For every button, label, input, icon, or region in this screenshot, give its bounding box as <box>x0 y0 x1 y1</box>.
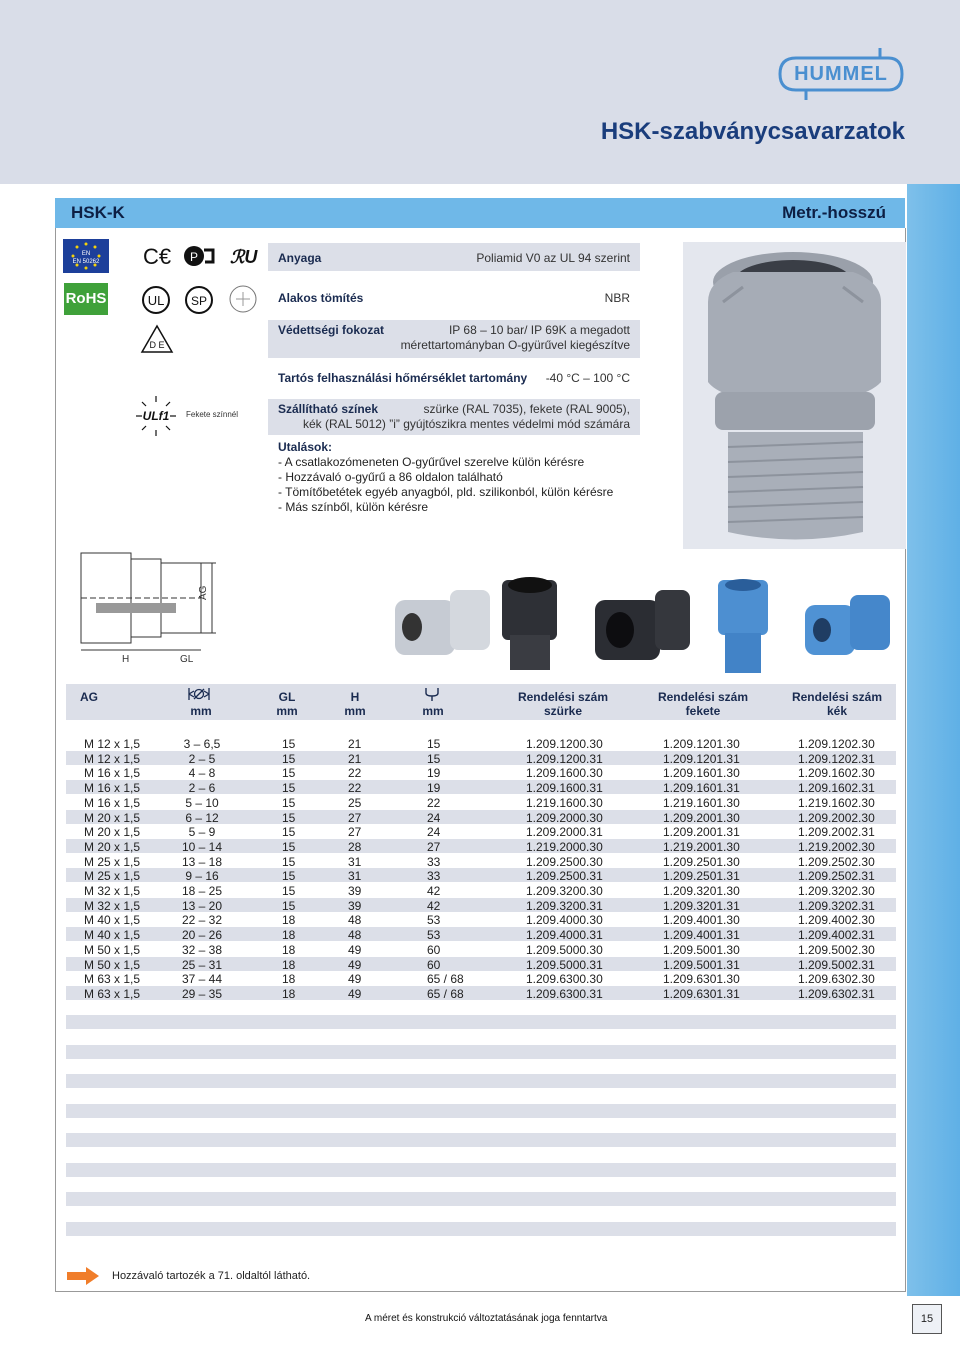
rohs-badge: RoHS <box>64 283 108 315</box>
table-cell: 13 – 18 <box>181 854 223 869</box>
table-cell: 39 <box>348 898 362 913</box>
table-cell: 9 – 16 <box>185 869 219 884</box>
table-cell: 53 <box>427 928 441 943</box>
table-row <box>0 811 960 826</box>
table-cell: 18 <box>282 972 296 987</box>
empty-row <box>66 1104 896 1118</box>
table-cell: 1.209.5002.30 <box>798 942 875 957</box>
table-cell: 25 <box>348 795 362 810</box>
table-cell: 1.219.2001.30 <box>663 839 740 854</box>
table-row <box>0 766 960 781</box>
col-gl: GL <box>278 690 296 704</box>
empty-row <box>66 1222 896 1236</box>
table-cell: 1.209.3201.30 <box>663 884 740 898</box>
empty-row <box>66 1045 896 1059</box>
table-cell: 1.209.6302.30 <box>798 972 875 987</box>
table-cell: 1.209.4002.31 <box>798 928 875 943</box>
table-cell: M 40 x 1,5 <box>84 928 141 943</box>
table-cell: M 40 x 1,5 <box>84 913 141 928</box>
table-cell: 2 – 5 <box>188 751 216 766</box>
table-cell: 1.209.2501.31 <box>663 869 740 884</box>
col-h-unit: mm <box>344 704 366 718</box>
table-cell: 1.219.2002.30 <box>798 839 875 854</box>
spec-colors <box>268 399 640 435</box>
product-photo <box>683 242 906 549</box>
table-cell: 1.219.1601.30 <box>663 795 740 810</box>
empty-row <box>66 1163 896 1177</box>
table-cell: 1.209.2501.30 <box>663 854 740 869</box>
table-cell: 65 / 68 <box>427 972 464 987</box>
table-cell: 1.209.1200.31 <box>526 751 603 766</box>
table-cell: 1.209.1201.31 <box>663 751 740 766</box>
ce-mark-icon <box>143 244 171 268</box>
ul-recognized-icon <box>228 244 262 268</box>
hummel-logo <box>776 44 906 104</box>
table-cell: 10 – 14 <box>181 839 223 854</box>
table-row <box>0 884 960 899</box>
table-cell: M 63 x 1,5 <box>84 972 141 987</box>
label-gl: GL <box>180 654 194 665</box>
cable-diameter-icon <box>186 686 212 702</box>
table-cell: 15 <box>282 751 296 766</box>
arrow-right-icon <box>66 1266 100 1286</box>
table-cell: 1.209.2002.30 <box>798 810 875 825</box>
table-cell: 1.209.2002.31 <box>798 825 875 840</box>
footer-rights: A méret és konstrukció változtatásának joga fenntartva <box>365 1313 608 1324</box>
table-cell: 1.209.3202.30 <box>798 884 875 898</box>
table-cell: 4 – 8 <box>188 766 216 781</box>
table-cell: 1.209.6302.31 <box>798 986 875 1001</box>
table-cell: 21 <box>348 751 362 766</box>
table-cell: 1.209.1601.30 <box>663 766 740 781</box>
empty-row <box>66 1133 896 1147</box>
table-cell: 24 <box>427 810 441 825</box>
table-cell: 1.209.3200.30 <box>526 884 603 898</box>
svg-text:ULf1: ULf1 <box>142 409 170 423</box>
spec-value: Poliamid V0 az UL 94 szerint <box>476 251 630 265</box>
table-cell: 49 <box>348 972 362 987</box>
table-cell: 5 – 10 <box>185 795 219 810</box>
table-cell: 28 <box>348 839 362 854</box>
gland-black-long <box>502 577 557 670</box>
svg-text:EN: EN <box>81 251 91 257</box>
col-order-blue-sub: kék <box>826 704 848 718</box>
table-cell: M 20 x 1,5 <box>84 810 141 825</box>
table-cell: 19 <box>427 766 441 781</box>
table-cell: 31 <box>348 869 362 884</box>
table-cell: 21 <box>348 737 362 751</box>
table-cell: 15 <box>282 781 296 796</box>
spec-value: NBR <box>604 291 630 305</box>
product-name: HSK-K <box>71 203 125 222</box>
table-cell: 18 <box>282 928 296 943</box>
table-cell: 15 <box>282 854 296 869</box>
svg-text:SP: SP <box>190 294 208 308</box>
table-cell: 6 – 12 <box>185 810 219 825</box>
table-cell: 48 <box>348 928 362 943</box>
table-cell: M 12 x 1,5 <box>84 751 141 766</box>
table-cell: 1.209.1600.30 <box>526 766 603 781</box>
table-row <box>0 987 960 1002</box>
table-cell: M 16 x 1,5 <box>84 781 141 796</box>
table-cell: 5 – 9 <box>188 825 216 840</box>
csa-icon <box>184 285 214 315</box>
table-row <box>0 958 960 973</box>
gl-approval-icon <box>228 284 258 314</box>
table-row <box>0 796 960 811</box>
table-cell: 1.209.5000.31 <box>526 957 603 972</box>
table-cell: 1.209.2001.30 <box>663 810 740 825</box>
table-cell: 32 – 38 <box>181 942 223 957</box>
table-cell: 1.219.1600.30 <box>526 795 603 810</box>
col-order-grey-sub: szürke <box>543 704 583 718</box>
table-cell: M 25 x 1,5 <box>84 869 141 884</box>
table-cell: 1.209.4001.31 <box>663 928 740 943</box>
spec-label: Tartós felhasználási hőmérséklet tartomány <box>278 371 528 385</box>
table-cell: 18 – 25 <box>181 884 223 898</box>
col-order-black-sub: fekete <box>685 704 721 718</box>
product-variant: Metr.-hosszú <box>782 203 886 222</box>
col-order-black: Rendelési szám <box>657 690 749 704</box>
table-cell: 1.209.1601.31 <box>663 781 740 796</box>
notes <box>278 440 613 515</box>
svg-text:ℛU: ℛU <box>230 247 258 267</box>
table-cell: 24 <box>427 825 441 840</box>
col-clamp-unit: mm <box>190 704 212 718</box>
table-cell: 1.209.2500.31 <box>526 869 603 884</box>
table-cell: 18 <box>282 957 296 972</box>
gland-blue <box>805 595 890 655</box>
gland-grey <box>395 590 490 655</box>
col-gl-unit: mm <box>276 704 298 718</box>
table-cell: 1.209.3200.31 <box>526 898 603 913</box>
table-cell: 1.209.2001.31 <box>663 825 740 840</box>
table-cell: 1.209.6301.31 <box>663 986 740 1001</box>
gost-mark-icon <box>183 244 215 268</box>
table-row <box>0 840 960 855</box>
table-cell: 33 <box>427 854 441 869</box>
table-cell: 1.209.1202.31 <box>798 751 875 766</box>
table-cell: 39 <box>348 884 362 898</box>
table-row <box>0 899 960 914</box>
table-cell: 1.209.2502.30 <box>798 854 875 869</box>
col-ag: AG <box>80 690 98 704</box>
notes-title: Utalások: <box>278 440 333 454</box>
table-cell: 20 – 26 <box>181 928 223 943</box>
gland-blue-long <box>718 579 768 673</box>
table-row <box>0 855 960 870</box>
table-cell: 49 <box>348 957 362 972</box>
spec-value: szürke (RAL 7035), fekete (RAL 9005), <box>423 402 630 416</box>
table-cell: 29 – 35 <box>181 986 223 1001</box>
table-row <box>0 943 960 958</box>
table-cell: 1.209.2502.31 <box>798 869 875 884</box>
table-cell: 18 <box>282 942 296 957</box>
svg-text:D E: D E <box>149 340 165 350</box>
spec-label: Védettségi fokozat <box>278 323 385 337</box>
empty-row <box>66 1192 896 1206</box>
table-cell: 19 <box>427 781 441 796</box>
table-cell: M 63 x 1,5 <box>84 986 141 1001</box>
table-row <box>0 825 960 840</box>
table-cell: 15 <box>427 737 441 751</box>
table-cell: 1.219.2000.30 <box>526 839 603 854</box>
table-cell: 1.209.6300.31 <box>526 986 603 1001</box>
table-cell: M 16 x 1,5 <box>84 795 141 810</box>
table-cell: 18 <box>282 986 296 1001</box>
svg-text:UL: UL <box>147 293 165 308</box>
table-cell: 42 <box>427 898 441 913</box>
table-cell: 37 – 44 <box>181 972 223 987</box>
col-h: H <box>350 690 360 704</box>
table-cell: 2 – 6 <box>188 781 216 796</box>
note-item: - Hozzávaló o-gyűrű a 86 oldalon található <box>278 470 503 484</box>
table-cell: 1.209.1201.30 <box>663 737 740 751</box>
section-header-bar <box>55 198 905 228</box>
table-cell: 1.209.1602.30 <box>798 766 875 781</box>
table-cell: M 12 x 1,5 <box>84 737 141 751</box>
table-cell: 15 <box>282 825 296 840</box>
gland-variants <box>390 575 900 675</box>
spec-material <box>268 243 640 271</box>
page-title: HSK-szabványcsavarzatok <box>600 118 905 145</box>
table-cell: 1.209.4000.31 <box>526 928 603 943</box>
spec-value: IP 68 – 10 bar/ IP 69K a megadott <box>448 323 630 337</box>
table-cell: 27 <box>427 839 441 854</box>
spec-label: Alakos tömítés <box>278 291 364 305</box>
svg-text:C€: C€ <box>143 244 171 268</box>
logo-text: HUMMEL <box>794 63 888 85</box>
spec-value-line2: kék (RAL 5012) ”i” gyújtószikra mentes védelmi mód számára <box>302 417 630 431</box>
table-row <box>0 869 960 884</box>
note-item: - Tömítőbetétek egyéb anyagból, pld. szilikonból, külön kérésre <box>278 485 614 499</box>
table-row <box>0 913 960 928</box>
table-row <box>0 781 960 796</box>
table-cell: 1.209.6301.30 <box>663 972 740 987</box>
table-cell: 1.209.2000.31 <box>526 825 603 840</box>
spec-temperature <box>268 363 640 391</box>
col-order-grey: Rendelési szám <box>517 690 609 704</box>
table-cell: 1.209.5001.31 <box>663 957 740 972</box>
wrench-icon <box>422 686 442 702</box>
table-cell: 1.209.1200.30 <box>526 737 603 751</box>
table-cell: 15 <box>282 810 296 825</box>
table-cell: 22 <box>348 781 362 796</box>
note-item: - Más színből, külön kérésre <box>278 500 429 514</box>
table-cell: 15 <box>427 751 441 766</box>
table-cell: M 50 x 1,5 <box>84 957 141 972</box>
table-cell: M 20 x 1,5 <box>84 839 141 854</box>
table-cell: 1.209.1600.31 <box>526 781 603 796</box>
accessory-note: Hozzávaló tartozék a 71. oldaltól látható. <box>112 1270 311 1282</box>
ul-listed-icon <box>141 285 171 315</box>
technical-drawing <box>76 545 236 670</box>
en-50262-icon <box>63 239 109 273</box>
spec-seal <box>268 283 640 311</box>
table-cell: M 50 x 1,5 <box>84 942 141 957</box>
table-cell: 33 <box>427 869 441 884</box>
spec-label: Anyaga <box>278 251 322 265</box>
table-cell: 27 <box>348 825 362 840</box>
table-cell: 15 <box>282 737 296 751</box>
table-cell: 15 <box>282 884 296 898</box>
table-cell: M 32 x 1,5 <box>84 884 141 898</box>
label-ag: AG <box>198 585 209 600</box>
empty-row <box>66 1074 896 1088</box>
table-cell: 1.209.2000.30 <box>526 810 603 825</box>
table-cell: 65 / 68 <box>427 986 464 1001</box>
table-row <box>0 752 960 767</box>
spec-value-line2: mérettartományban O-gyürűvel kiegészítve <box>400 338 630 352</box>
table-cell: 1.209.3201.31 <box>663 898 740 913</box>
table-cell: 53 <box>427 913 441 928</box>
table-cell: 1.209.5002.31 <box>798 957 875 972</box>
svg-text:P: P <box>189 250 199 264</box>
table-cell: 1.209.4001.30 <box>663 913 740 928</box>
table-cell: 13 – 20 <box>181 898 223 913</box>
spec-protection <box>268 320 640 358</box>
table-cell: 49 <box>348 942 362 957</box>
empty-row <box>66 1015 896 1029</box>
table-cell: 60 <box>427 942 441 957</box>
table-cell: 22 <box>348 766 362 781</box>
cable-gland-illustration <box>683 242 906 549</box>
page-number: 15 <box>912 1304 942 1334</box>
label-h: H <box>122 654 130 665</box>
table-cell: M 16 x 1,5 <box>84 766 141 781</box>
note-item: - A csatlakozómeneten O-gyűrűvel szerelve külön kérésre <box>278 455 585 469</box>
table-cell: 18 <box>282 913 296 928</box>
table-cell: 1.209.1602.31 <box>798 781 875 796</box>
table-cell: 15 <box>282 766 296 781</box>
table-cell: 15 <box>282 839 296 854</box>
table-cell: 22 – 32 <box>181 913 223 928</box>
table-cell: 1.209.5000.30 <box>526 942 603 957</box>
table-cell: 31 <box>348 854 362 869</box>
table-cell: 15 <box>282 869 296 884</box>
table-cell: 42 <box>427 884 441 898</box>
table-cell: 1.209.1202.30 <box>798 737 875 751</box>
table-row <box>0 928 960 943</box>
table-row <box>0 737 960 752</box>
table-cell: 1.209.3202.31 <box>798 898 875 913</box>
vde-icon <box>140 324 174 354</box>
ulf1-note: Fekete színnél <box>186 410 239 419</box>
gland-black <box>595 590 690 660</box>
table-cell: 15 <box>282 795 296 810</box>
spec-value: -40 °C – 100 °C <box>545 371 630 385</box>
table-cell: 15 <box>282 898 296 913</box>
table-cell: 49 <box>348 986 362 1001</box>
table-cell: 25 – 31 <box>181 957 223 972</box>
table-row <box>0 972 960 987</box>
table-cell: 60 <box>427 957 441 972</box>
table-cell: 1.209.4000.30 <box>526 913 603 928</box>
col-wrench-unit: mm <box>422 704 444 718</box>
table-cell: 27 <box>348 810 362 825</box>
table-cell: 1.209.5001.30 <box>663 942 740 957</box>
table-cell: 48 <box>348 913 362 928</box>
ulf1-icon <box>136 396 176 436</box>
table-cell: M 32 x 1,5 <box>84 898 141 913</box>
table-cell: M 20 x 1,5 <box>84 825 141 840</box>
col-order-blue: Rendelési szám <box>791 690 883 704</box>
table-cell: 1.209.6300.30 <box>526 972 603 987</box>
table-cell: M 25 x 1,5 <box>84 854 141 869</box>
table-cell: 3 – 6,5 <box>183 737 221 751</box>
table-cell: 1.219.1602.30 <box>798 795 875 810</box>
table-cell: 1.209.4002.30 <box>798 913 875 928</box>
table-cell: 22 <box>427 795 441 810</box>
svg-text:EN 50262: EN 50262 <box>72 259 100 265</box>
spec-label: Szállítható színek <box>278 402 379 416</box>
table-cell: 1.209.2500.30 <box>526 854 603 869</box>
